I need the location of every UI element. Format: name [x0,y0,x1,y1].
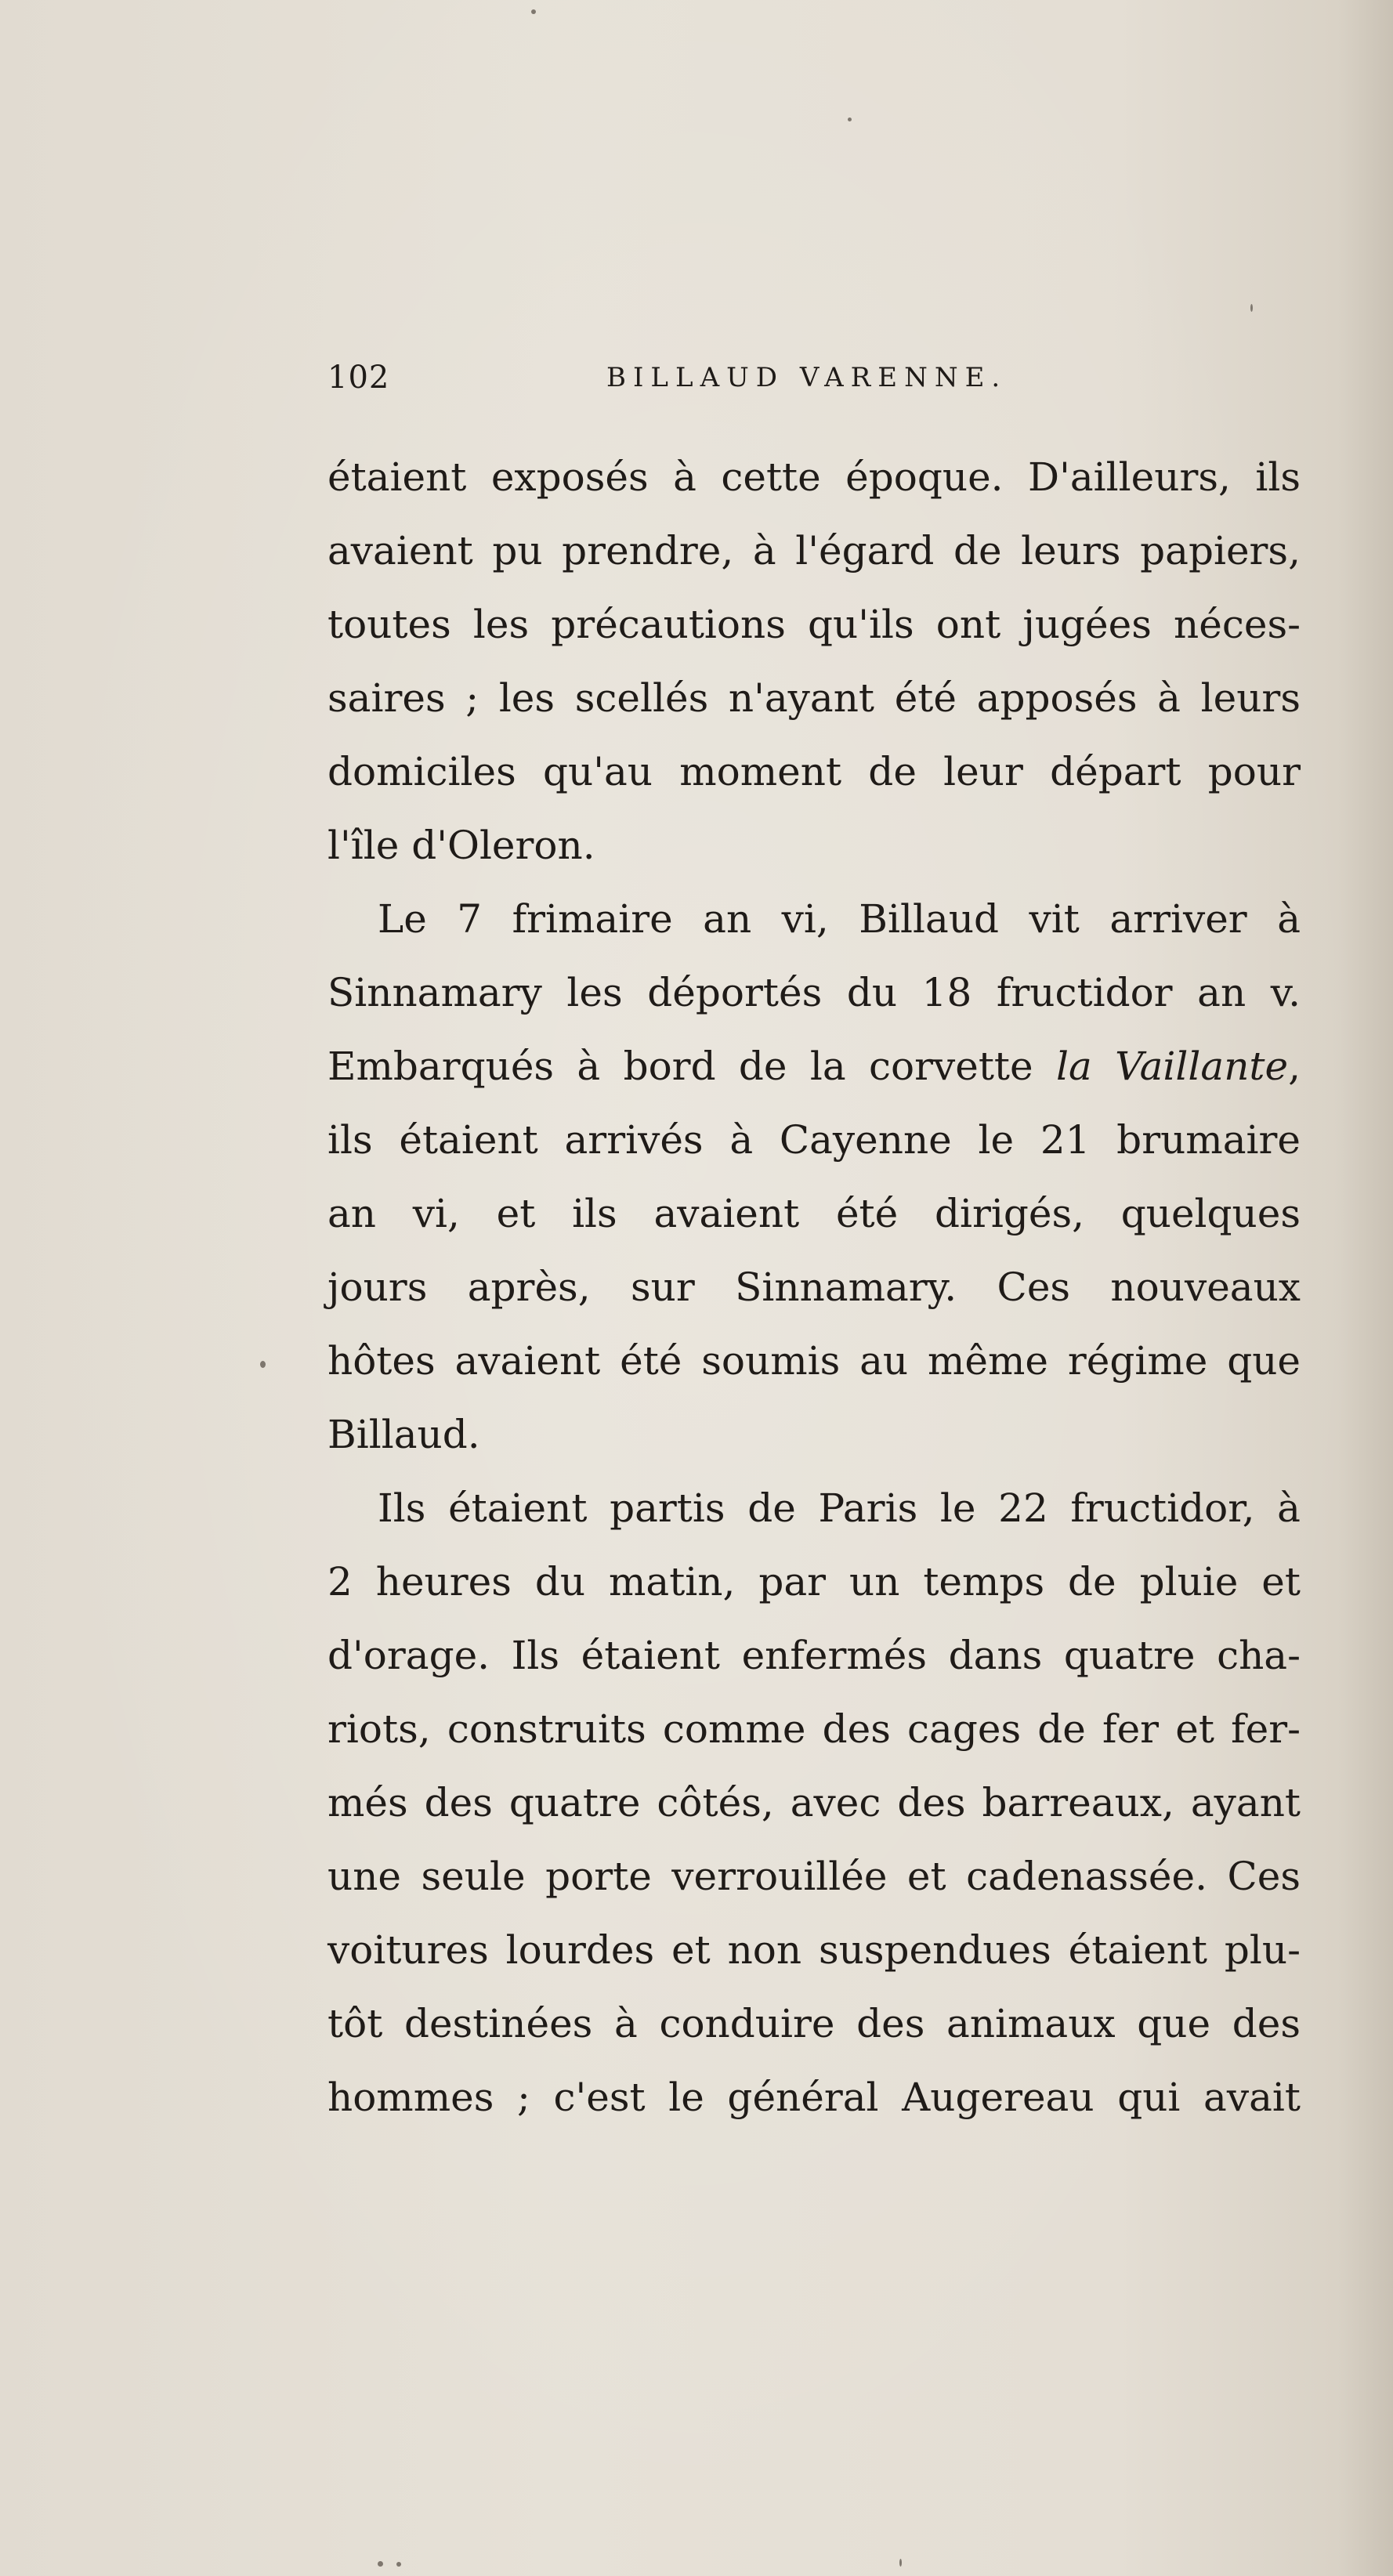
text-line-with-ship-name [327,1029,1301,1103]
body-text [327,440,1301,2134]
page-header [327,354,1048,401]
text-line: domiciles qu'au moment de leur départ pour [327,749,1301,794]
text-line: 2 heures du matin, par un temps de pluie et [327,1559,1301,1605]
text-line: Le 7 frimaire an vi, Billaud vit arriver à [378,896,1301,942]
text-line: ils étaient arrivés à Cayenne le 21 brumaire [327,1117,1301,1163]
text-line: saires ; les scellés n'ayant été apposés à leurs [327,675,1301,721]
text-line: étaient exposés à cette époque. D'ailleurs, ils [327,454,1301,500]
text-fragment: Embarqués à bord de la corvette [327,1044,1056,1089]
text-line: hôtes avaient été soumis au même régime que [327,1338,1301,1384]
paper-speck [396,2562,401,2567]
text-line: d'orage. Ils étaient enfermés dans quatre cha- [327,1633,1301,1678]
paper-speck [899,2559,902,2567]
text-line: Sinnamary les déportés du 18 fructidor an v. [327,970,1301,1015]
text-line: jours après, sur Sinnamary. Ces nouveaux [327,1264,1301,1310]
paper-speck [1250,304,1253,312]
text-line: hommes ; c'est le général Augereau qui avait [327,2075,1301,2120]
text-line: l'île d'Oleron. [327,823,595,868]
paper-speck [531,9,536,14]
text-line: Ils étaient partis de Paris le 22 fructidor, à [378,1485,1301,1531]
text-line: Billaud. [327,1412,480,1457]
text-line: riots, construits comme des cages de fer et fer- [327,1706,1301,1752]
paper-speck [848,118,852,121]
page-number: 102 [327,360,390,396]
text-line: toutes les précautions qu'ils ont jugées néces- [327,602,1301,647]
ship-name: la Vaillante [1055,1044,1289,1089]
text-line: an vi, et ils avaient été dirigés, quelques [327,1191,1301,1236]
text-fragment: , [1288,1044,1301,1089]
paper-speck [260,1361,266,1368]
text-line: une seule porte verrouillée et cadenassée. Ces [327,1854,1301,1899]
running-title: BILLAUD VARENNE. [606,362,1008,393]
text-line: més des quatre côtés, avec des barreaux, ayant [327,1780,1301,1825]
paper-speck [378,2561,383,2567]
text-line: voitures lourdes et non suspendues étaient plu- [327,1927,1301,1973]
text-line: tôt destinées à conduire des animaux que des [327,2001,1301,2046]
text-line: avaient pu prendre, à l'égard de leurs papiers, [327,528,1301,573]
